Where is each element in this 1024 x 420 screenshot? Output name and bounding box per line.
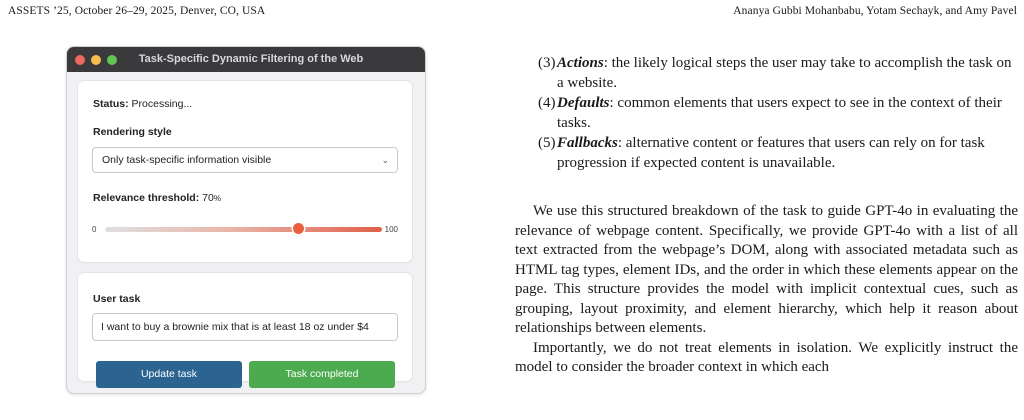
slider-min-label: 0 <box>92 225 97 234</box>
relevance-slider-track[interactable] <box>105 227 382 232</box>
relevance-threshold <box>93 192 221 204</box>
slider-max-label: 100 <box>384 225 398 234</box>
paragraph: We use this structured breakdown of the task to guide GPT-4o in evaluating the relevance of webpage content. Specifically, we provide GPT-4o with a list of all text extracted from the webpage’s DOM, along with associated metadata such as HTML tag types, element IDs, and the order in which these elements appear on the page. This structure provides the model with implicit contextual cues, such as grouping, layout proximity, and element hierarchy, which help it reason about relationships between elements. <box>515 203 1018 336</box>
list-term: Fallbacks <box>557 135 618 151</box>
window-title: Task-Specific Dynamic Filtering of the Web <box>138 53 364 65</box>
threshold-value: 70 <box>202 192 214 204</box>
running-head-right: Ananya Gubbi Mohanbabu, Yotam Sechayk, and Amy Pavel <box>733 5 1017 17</box>
user-task-input[interactable]: I want to buy a brownie mix that is at least 18 oz under $4 <box>92 313 398 341</box>
list-term: Actions <box>557 55 604 71</box>
paragraph: Importantly, we do not treat elements in isolation. We explicitly instruct the model to consider the broader context in which each <box>515 339 1018 375</box>
relevance-slider-thumb[interactable] <box>293 223 304 234</box>
body-text-column <box>515 54 1018 378</box>
status-line <box>93 98 192 110</box>
component-list <box>515 54 1018 173</box>
list-body: : the likely logical steps the user may take to accomplish the task on a website. <box>557 55 1012 91</box>
list-item <box>515 94 1018 133</box>
rendering-style-value: Only task-specific information visible <box>102 154 272 166</box>
threshold-label: Relevance threshold: <box>93 192 200 204</box>
task-completed-button[interactable]: Task completed <box>249 361 395 388</box>
update-task-button[interactable]: Update task <box>96 361 242 388</box>
status-label: Status: <box>93 98 129 110</box>
list-item <box>515 134 1018 173</box>
list-number: (4) <box>538 95 556 111</box>
list-number: (5) <box>538 135 556 151</box>
rendering-style-label: Rendering style <box>93 126 172 138</box>
user-task-label: User task <box>93 293 141 305</box>
window-titlebar <box>67 47 425 72</box>
list-body: : common elements that users expect to see in the context of their tasks. <box>557 95 1002 131</box>
list-item <box>515 54 1018 93</box>
settings-card <box>78 81 412 262</box>
chevron-down-icon: ⌄ <box>381 155 389 165</box>
list-term: Defaults <box>557 95 610 111</box>
app-window-figure <box>67 47 425 393</box>
task-card <box>78 273 412 381</box>
status-value: Processing... <box>131 98 193 110</box>
list-number: (3) <box>538 55 556 71</box>
list-body: : alternative content or features that users can rely on for task progression if expected content is unavailable. <box>557 135 985 171</box>
rendering-style-select[interactable] <box>92 147 398 173</box>
threshold-unit: % <box>213 194 221 203</box>
running-head-left: ASSETS ’25, October 26–29, 2025, Denver, CO, USA <box>8 5 266 17</box>
